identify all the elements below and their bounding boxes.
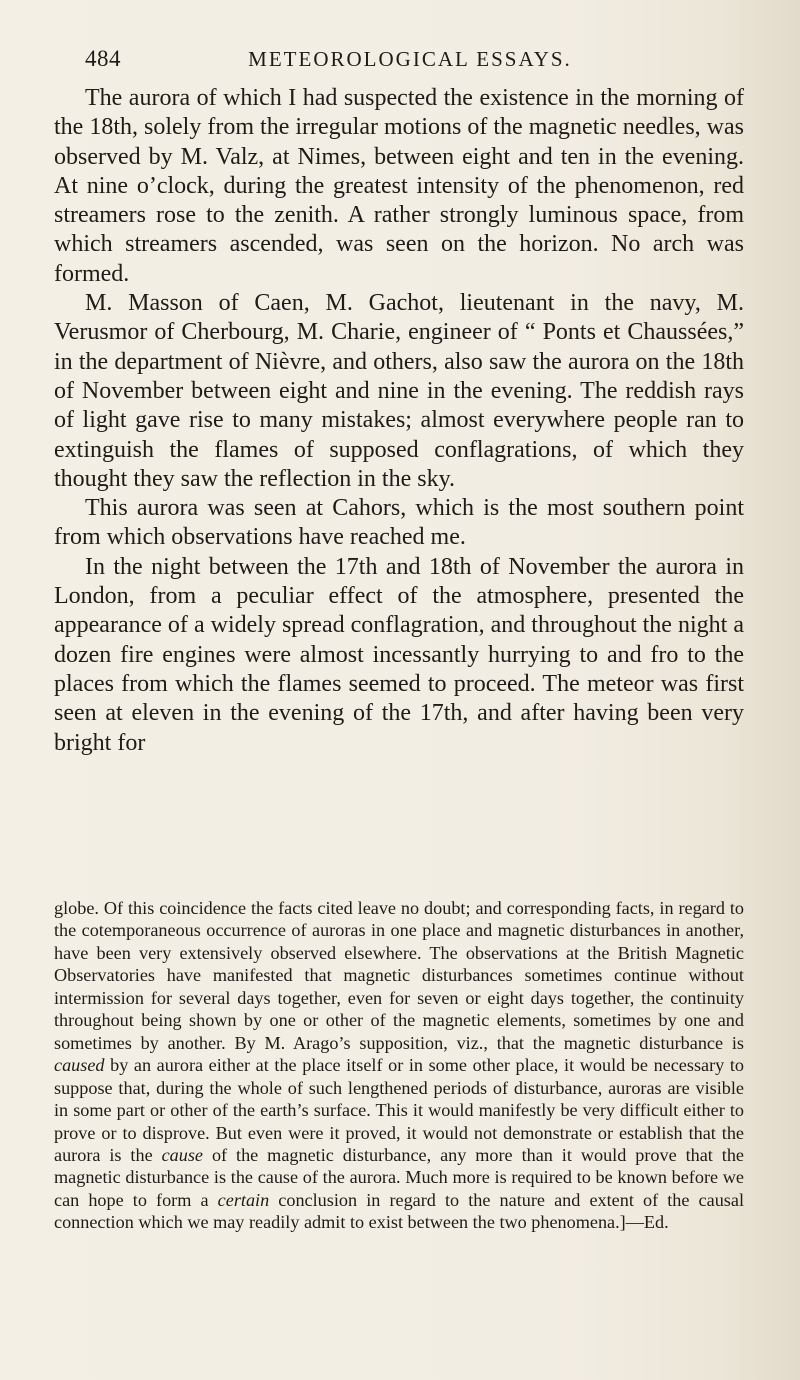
page-header xyxy=(85,46,725,74)
footnote-paragraph xyxy=(54,897,744,1234)
footnote-emphasis: certain xyxy=(217,1189,270,1210)
running-title: METEOROLOGICAL ESSAYS. xyxy=(248,47,572,71)
paragraph: M. Masson of Caen, M. Gachot, lieutenant in the navy, M. Verusmor of Cherbourg, M. Charie, engineer of “ Ponts et Chaussées,” in the department of Nièvre, and others, also saw the aurora on the 18th of November between eight and nine in the evening. The reddish rays of light gave rise to many mistakes; almost everywhere people ran to extinguish the flames of supposed conflagrations, of which they thought they saw the reflection in the sky. xyxy=(54,290,744,492)
page-number: 484 xyxy=(85,46,121,71)
main-text xyxy=(54,84,744,758)
footnote xyxy=(54,897,744,1234)
paragraph: This aurora was seen at Cahors, which is the most southern point from which observations have reached me. xyxy=(54,495,744,551)
footnote-emphasis: cause xyxy=(161,1144,204,1165)
footnote-text: by an aurora either at the place itself or in some other place, it would be necessary to suppose that, during the whole of such lengthened periods of disturbance, auroras are visible in some part or other of the earth’s surface. This it would manifestly be very difficult either to prove or to disprove. But even were it proved, it would not demonstrate or establish that the aurora is the xyxy=(54,1055,744,1165)
footnote-text: conclusion in regard to the nature and extent of the causal connection which we may readily admit to exist between the two phenomena.]—Ed. xyxy=(54,1189,744,1233)
footnote-emphasis: caused xyxy=(54,1055,105,1076)
paragraph: The aurora of which I had suspected the existence in the morning of the 18th, solely from the irregular motions of the magnetic needles, was observed by M. Valz, at Nimes, between eight and ten in the evening. At nine o’clock, during the greatest intensity of the phenomenon, red streamers rose to the zenith. A rather strongly luminous space, from which streamers ascended, was seen on the horizon. No arch was formed. xyxy=(54,85,744,287)
footnote-text: globe. Of this coincidence the facts cited leave no doubt; and corresponding facts, in regard to the cotemporaneous occurrence of auroras in one place and magnetic disturbances in another, have been very extensively observed elsewhere. The observations at the British Magnetic Observatories have manifested that magnetic disturbances sometimes continue without intermission for several days together, even for seven or eight days together, the continuity throughout being shown by one or other of the magnetic elements, sometimes by one and sometimes by another. By M. Arago’s supposition, viz., that the magnetic disturbance is xyxy=(54,898,744,1053)
footnote-text: of the magnetic disturbance, any more than it would prove that the magnetic disturbance is the cause of the aurora. Much more is required to be known before we can hope to form a xyxy=(54,1144,745,1210)
paragraph: In the night between the 17th and 18th of November the aurora in London, from a peculiar effect of the atmosphere, presented the appearance of a widely spread conflagration, and throughout the night a dozen fire engines were almost incessantly hurrying to and fro to the places from which the flames seemed to proceed. The meteor was first seen at eleven in the evening of the 17th, and after having been very bright for xyxy=(54,553,744,756)
